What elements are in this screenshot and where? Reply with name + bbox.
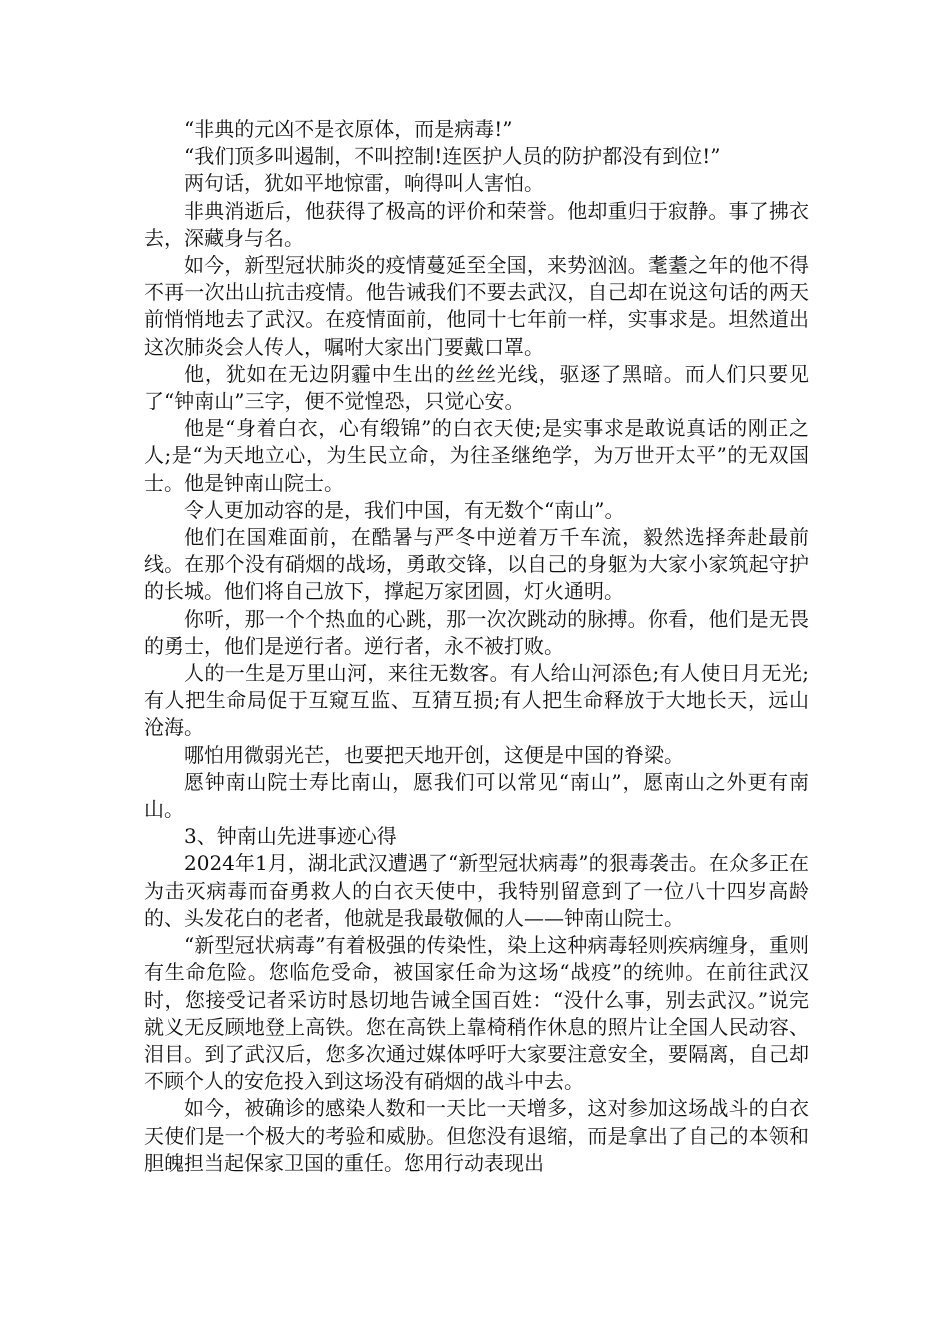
paragraph: 令人更加动容的是，我们中国，有无数个“南山”。 [184,497,625,522]
paragraph: 如今，被确诊的感染人数和一天比一天增多，这对参加这场战斗的白衣天使们是一个极大的考验和威胁。但您没有退缩，而是拿出了自己的本领和胆魄担当起保家卫国的重任。您用行动表现出 [144,1096,809,1175]
paragraph: 愿钟南山院士寿比南山，愿我们可以常见“南山”，愿南山之外更有南山。 [144,769,809,822]
paragraph: 他，犹如在无边阴霾中生出的丝丝光线，驱逐了黑暗。而人们只要见了“钟南山”三字，便不觉惶恐，只觉心安。 [144,361,809,414]
paragraph: 2024年1月，湖北武汉遭遇了“新型冠状病毒”的狠毒袭击。在众多正在为击灭病毒而奋勇救人的白衣天使中，我特别留意到了一位八十四岁高龄的、头发花白的老者，他就是我最敬佩的人——钟南山院士。 [144,851,809,930]
paragraph: 你听，那一个个热血的心跳，那一次次跳动的脉搏。你看，他们是无畏的勇士，他们是逆行者。逆行者，永不被打败。 [144,606,809,658]
paragraph: 人的一生是万里山河，来往无数客。有人给山河添色;有人使日月无光;有人把生命局促于互窥互监、互猜互损;有人把生命释放于大地长天，远山沧海。 [144,661,809,740]
paragraph: “非典的元凶不是衣原体，而是病毒!” [184,117,513,141]
paragraph: 两句话，犹如平地惊雷，响得叫人害怕。 [184,171,544,196]
document-body [144,116,809,1177]
paragraph: “我们顶多叫遏制，不叫控制!连医护人员的防护都没有到位!” [184,144,721,169]
paragraph: “新型冠状病毒”有着极强的传染性，染上这种病毒轻则疾病缠身，重则有生命危险。您临危受命，被国家任命为这场“战疫”的统帅。在前往武汉时，您接受记者采访时恳切地告诫全国百姓：“没什么事，别去武汉。”说完就义无反顾地登上高铁。您在高铁上靠椅稍作休息的照片让全国人民动容、泪目。到了武汉后，您多次通过媒体呼吁大家要注意安全，要隔离，自己却不顾个人的安危投入到这场没有硝烟的战斗中去。 [144,933,809,1094]
section-heading: 3、钟南山先进事迹心得 [184,824,397,849]
paragraph: 如今，新型冠状肺炎的疫情蔓延至全国，来势汹汹。耄耋之年的他不得不再一次出山抗击疫情。他告诫我们不要去武汉，自己却在说这句话的两天前悄悄地去了武汉。在疫情面前，他同十七年前一样，实事求是。坦然道出这次肺炎会人传人，嘱咐大家出门要戴口罩。 [144,253,809,359]
paragraph: 他是“身着白衣，心有缎锦”的白衣天使;是实事求是敢说真话的刚正之人;是“为天地立心，为生民立命，为往圣继绝学，为万世开太平”的无双国士。他是钟南山院士。 [144,416,809,495]
paragraph: 哪怕用微弱光芒，也要把天地开创，这便是中国的脊梁。 [184,742,684,767]
paragraph: 非典消逝后，他获得了极高的评价和荣誉。他却重归于寂静。事了拂衣去，深藏身与名。 [144,198,809,250]
paragraph: 他们在国难面前，在酷暑与严冬中逆着万千车流，毅然选择奔赴最前线。在那个没有硝烟的战场，勇敢交锋，以自己的身躯为大家小家筑起守护的长城。他们将自己放下，撑起万家团圆，灯火通明。 [144,525,809,604]
